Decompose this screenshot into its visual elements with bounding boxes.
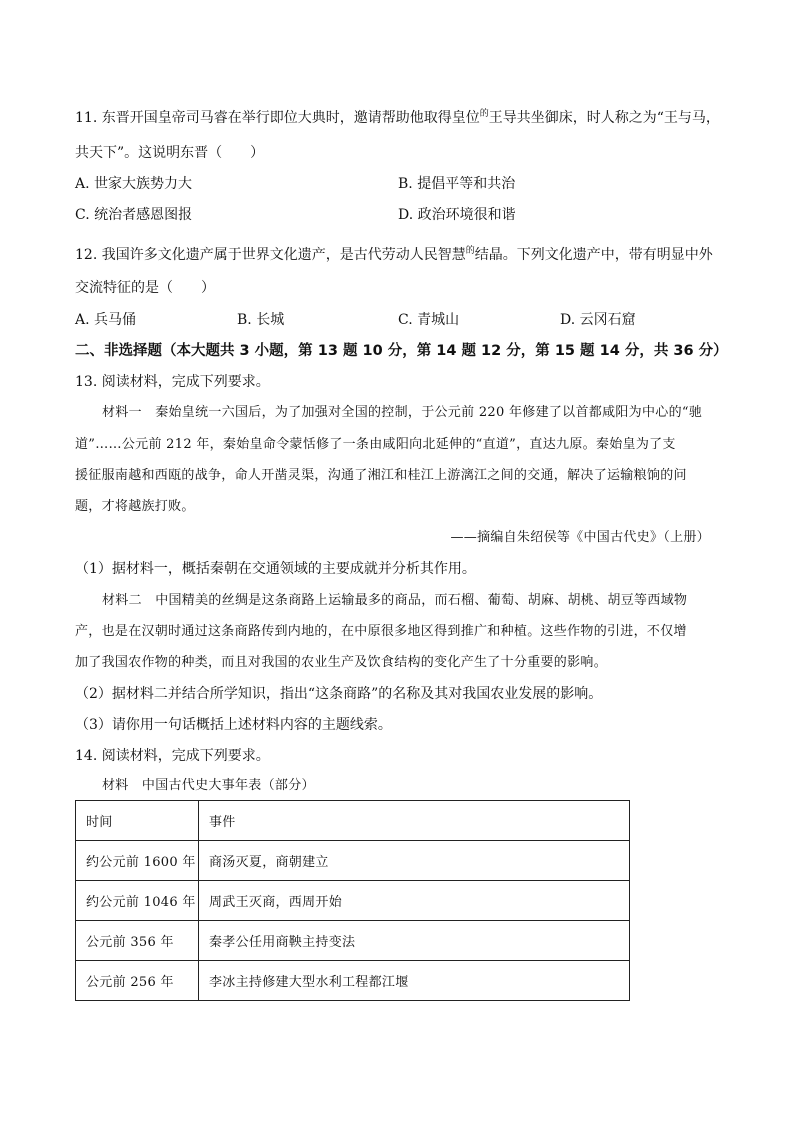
q11-stem-line1: 11. 东晋开国皇帝司马睿在举行即位大典时，邀请帮助他取得皇位$^的$王导共坐御床，时人称之为“王与马， [75,109,720,126]
q14-table-title: 材料 中国古代史大事年表（部分） [102,778,315,793]
q13-sub3: （3）请你用一句话概括上述材料内容的主题线索。 [75,717,392,733]
q11-stem-line2: 共天下”。这说明东晋（ ） [75,145,265,161]
q14-prompt: 14. 阅读材料，完成下列要求。 [75,748,270,764]
q13-sub2: （2）据材料二并结合所学知识，指出“这条商路”的名称及其对我国农业发展的影响。 [75,686,603,702]
table-row [76,841,630,881]
q12-stem-line2: 交流特征的是（ ） [75,280,215,296]
q12-small-char: 的 [465,246,475,256]
q11-option-b[interactable]: B. 提倡平等和共治 [398,176,516,192]
table-cell-event: 商汤灭夏，商朝建立 [199,841,630,881]
q12-option-a[interactable]: A. 兵马俑 [75,312,137,328]
table-header-time: 时间 [76,801,199,841]
table-header-row [76,801,630,841]
q13-sub1: （1）据材料一，概括秦朝在交通领域的主要成就并分析其作用。 [75,561,476,577]
table-row [76,921,630,961]
table-cell-event: 周武王灭商，西周开始 [199,881,630,921]
q11-option-c[interactable]: C. 统治者感恩图报 [75,207,193,223]
table-cell-time: 约公元前 1600 年 [76,841,199,881]
table-cell-time: 公元前 356 年 [76,921,199,961]
q12-stem-line1: 12. 我国许多文化遗产属于世界文化遗产，是古代劳动人民智慧$^的$结晶。下列文化遗产中，带有明显中外 [75,246,713,263]
q12-option-b[interactable]: B. 长城 [237,312,285,328]
q12-option-d[interactable]: D. 云冈石窟 [560,312,636,328]
table-cell-time: 约公元前 1046 年 [76,881,199,921]
q13-prompt: 13. 阅读材料，完成下列要求。 [75,374,270,390]
q13-material2-line1: 材料二 中国精美的丝绸是这条商路上运输最多的商品，而石榴、葡萄、胡麻、胡桃、胡豆等西域物 [102,593,688,608]
table-cell-event: 秦孝公任用商鞅主持变法 [199,921,630,961]
q11-option-d[interactable]: D. 政治环境很和谐 [398,207,516,223]
q13-material1-line4: 题，才将越族打败。 [75,499,195,514]
q13-material2-line3: 加了我国农作物的种类，而且对我国的农业生产及饮食结构的变化产生了十分重要的影响。 [75,655,608,670]
q13-material1-line2: 道”……公元前 212 年，秦始皇命令蒙恬修了一条由咸阳向北延伸的“直道”，直达九原。秦始皇为了支 [75,437,676,452]
table-cell-event: 李冰主持修建大型水利工程都江堰 [199,961,630,1001]
q13-material1-line3: 援征服南越和西瓯的战争，命人开凿灵渠，沟通了湘江和桂江上游漓江之间的交通，解决了运输粮饷的问 [75,468,687,483]
q13-material2-line2: 产，也是在汉朝时通过这条商路传到内地的，在中原很多地区得到推广和种植。这些作物的引进，不仅增 [75,624,687,639]
q13-source: ——摘编自朱绍侯等《中国古代史》（上册） [450,530,710,545]
table-header-event: 事件 [199,801,630,841]
table-row [76,881,630,921]
table-row [76,961,630,1001]
q11-option-a[interactable]: A. 世家大族势力大 [75,176,193,192]
chronology-table [75,800,630,1001]
table-cell-time: 公元前 256 年 [76,961,199,1001]
q13-material1-line1: 材料一 秦始皇统一六国后，为了加强对全国的控制，于公元前 220 年修建了以首都咸阳为中心的“驰 [102,405,703,420]
q12-option-c[interactable]: C. 青城山 [398,312,460,328]
q11-small-char: 的 [479,109,489,119]
section2-heading: 二、非选择题（本大题共 3 小题，第 13 题 10 分，第 14 题 12 分，第 15 题 14 分，共 36 分） [75,343,728,359]
